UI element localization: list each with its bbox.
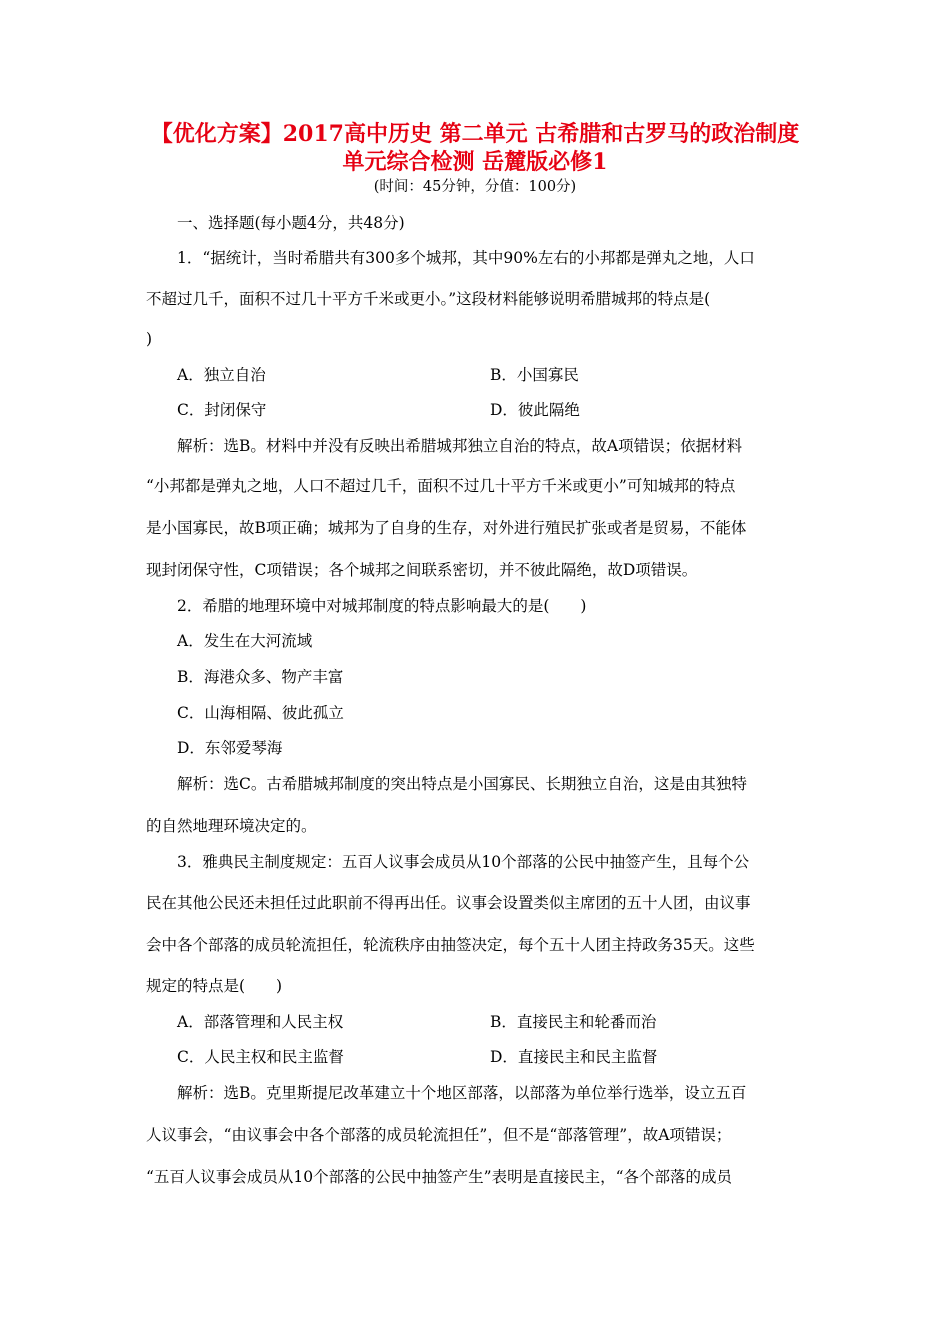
q1-stem-line-1: 1．“据统计，当时希腊共有300多个城邦，其中90%左右的小邦都是弹丸之地，人口 <box>177 249 755 267</box>
q1-option-b: B．小国寡民 <box>490 366 579 384</box>
q1-option-d: D．彼此隔绝 <box>490 401 580 419</box>
q2-analysis-line-1: 解析：选C。古希腊城邦制度的突出特点是小国寡民、长期独立自治，这是由其独特 <box>177 775 747 793</box>
q3-stem-line-4: 规定的特点是( ) <box>146 977 283 995</box>
q3-option-b: B．直接民主和轮番而治 <box>490 1013 657 1031</box>
q2-option-c: C．山海相隔、彼此孤立 <box>177 704 344 722</box>
section-heading: 一、选择题(每小题4分，共48分) <box>177 214 405 232</box>
q1-analysis-line-4: 现封闭保守性，C项错误；各个城邦之间联系密切，并不彼此隔绝，故D项错误。 <box>146 561 698 579</box>
q3-option-c: C．人民主权和民主监督 <box>177 1048 344 1066</box>
q1-option-a: A．独立自治 <box>177 366 266 384</box>
q1-stem-line-3: ) <box>146 330 153 348</box>
q3-option-a: A．部落管理和人民主权 <box>177 1013 344 1031</box>
q3-stem-line-1: 3．雅典民主制度规定：五百人议事会成员从10个部落的公民中抽签产生，且每个公 <box>177 853 750 871</box>
q2-option-a: A．发生在大河流域 <box>177 632 313 650</box>
q1-analysis-line-2: “小邦都是弹丸之地，人口不超过几千，面积不过几十平方千米或更小”可知城邦的特点 <box>146 477 736 495</box>
q1-analysis-line-1: 解析：选B。材料中并没有反映出希腊城邦独立自治的特点，故A项错误；依据材料 <box>177 437 743 455</box>
q1-option-c: C．封闭保守 <box>177 401 267 419</box>
document-title-line-2: 单元综合检测 岳麓版必修1 <box>342 149 608 175</box>
q1-analysis-line-3: 是小国寡民，故B项正确；城邦为了自身的生存，对外进行殖民扩张或者是贸易，不能体 <box>146 519 747 537</box>
q3-analysis-line-3: “五百人议事会成员从10个部落的公民中抽签产生”表明是直接民主，“各个部落的成员 <box>146 1168 732 1186</box>
q2-stem-line-1: 2．希腊的地理环境中对城邦制度的特点影响最大的是( ) <box>177 597 587 615</box>
time-and-score-info: (时间：45分钟，分值：100分) <box>373 179 577 195</box>
document-title-line-1: 【优化方案】2017高中历史 第二单元 古希腊和古罗马的政治制度 <box>150 121 800 147</box>
q2-option-d: D．东邻爱琴海 <box>177 739 283 757</box>
q2-option-b: B．海港众多、物产丰富 <box>177 668 344 686</box>
q3-stem-line-2: 民在其他公民还未担任过此职前不得再出任。议事会设置类似主席团的五十人团，由议事 <box>146 894 751 912</box>
q3-option-d: D．直接民主和民主监督 <box>490 1048 658 1066</box>
q1-stem-line-2: 不超过几千，面积不过几十平方千米或更小。”这段材料能够说明希腊城邦的特点是( <box>146 290 711 308</box>
q3-stem-line-3: 会中各个部落的成员轮流担任，轮流秩序由抽签决定，每个五十人团主持政务35天。这些 <box>146 936 755 954</box>
q2-analysis-line-2: 的自然地理环境决定的。 <box>146 817 317 835</box>
q3-analysis-line-2: 人议事会，“由议事会中各个部落的成员轮流担任”，但不是“部落管理”，故A项错误； <box>146 1126 732 1144</box>
q3-analysis-line-1: 解析：选B。克里斯提尼改革建立十个地区部落，以部落为单位举行选举，设立五百 <box>177 1084 747 1102</box>
